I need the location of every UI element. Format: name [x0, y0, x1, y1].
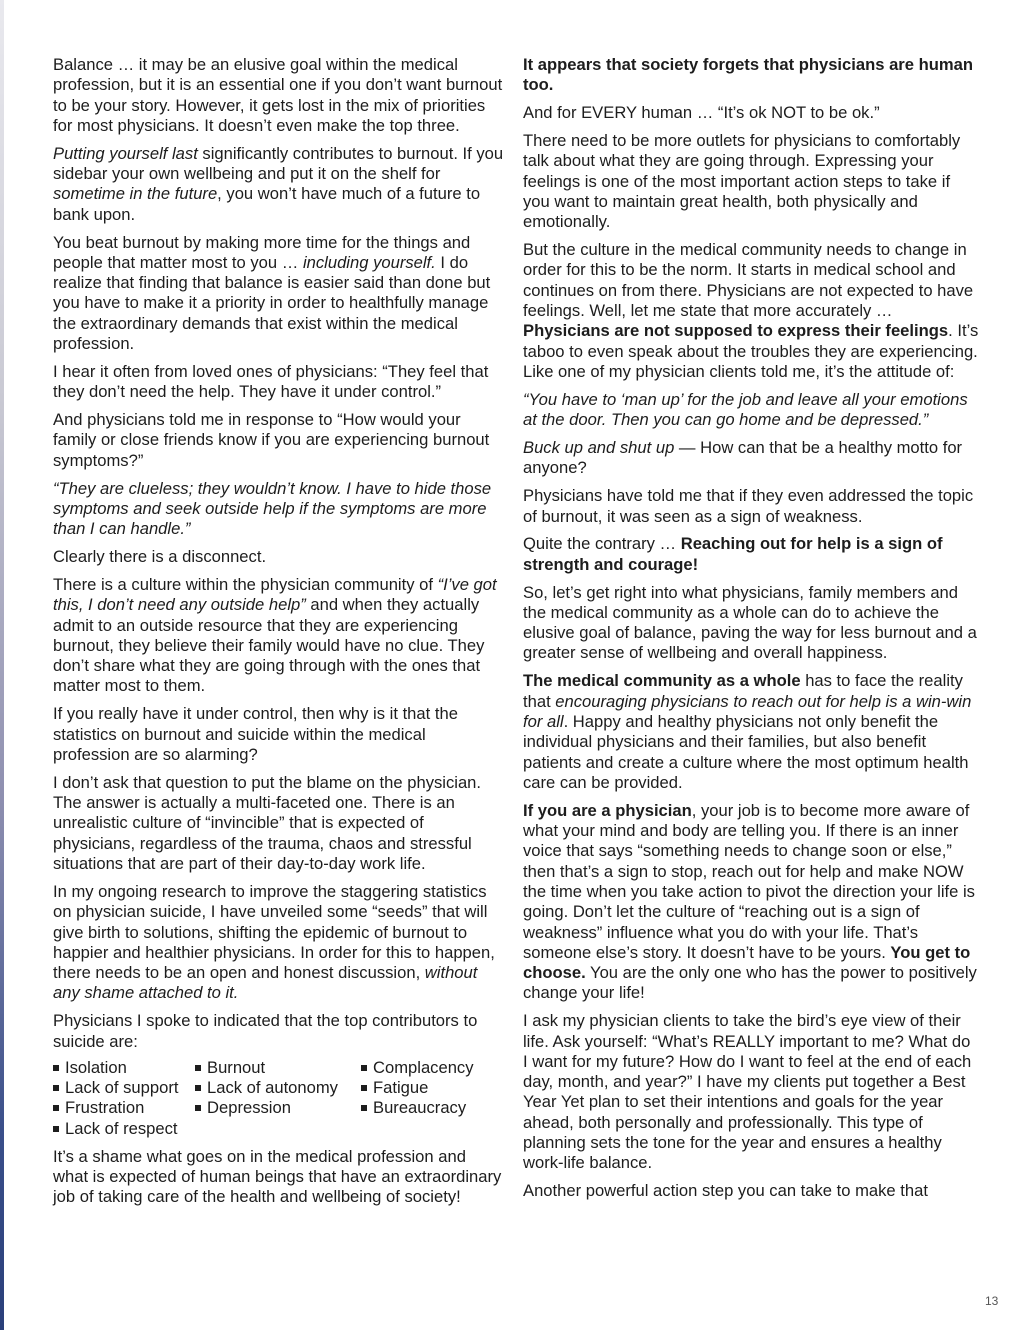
text: . It’s taboo to even speak about the troubles they are experiencing. Like one of my physician clients told me, it’s the attitude of:	[523, 321, 979, 381]
list-item: Burnout	[195, 1058, 361, 1078]
list-item: Fatigue	[361, 1078, 501, 1098]
quote	[53, 479, 505, 540]
paragraph: Balance … it may be an elusive goal within the medical profession, but it is an essential one if you don’t want burnout to be your story. However, it gets lost in the mix of priorities for most physicians. It doesn’t even make the top three.	[53, 55, 503, 135]
paragraph: So, let’s get right into what physicians, family members and the medical community as a whole can do to achieve the elusive goal of balance, paving the way for less burnout and a greater sense of wellbeing and overall happiness.	[523, 582, 977, 663]
list-item: Complacency	[361, 1058, 501, 1078]
emphasis: “I’ve got this, I don’t need any outside help”	[53, 574, 497, 615]
paragraph	[523, 438, 979, 479]
emphasis: sometime in the future	[53, 184, 218, 204]
heading-statement	[523, 55, 979, 96]
emphasis: Putting yourself last	[53, 143, 198, 163]
list-item: Depression	[195, 1098, 361, 1118]
paragraph	[523, 534, 979, 575]
list-item: Bureaucracy	[361, 1098, 501, 1118]
paragraph: Physicians I spoke to indicated that the top contributors to suicide are:	[53, 1011, 478, 1051]
emphasis: “They are clueless; they wouldn’t know. I have to hide those symptoms and seek outside help if the symptoms are more than I can handle.”	[53, 478, 492, 539]
text: I do realize that finding that balance is easier said than done but you have to make it a priority in order to healthfully manage the extraordinary demands that exist within the medical profession.	[53, 252, 491, 354]
text: In my ongoing research to improve the staggering statistics on physician suicide, I have unveiled some “seeds” that will give birth to solutions, shifting the epidemic of burnout to happier and healthier physicians. In order for this to happen, there needs to be an open and honest discussion,	[53, 881, 495, 983]
list-item: Frustration	[53, 1098, 195, 1118]
emphasis: Buck up and shut up	[523, 438, 675, 458]
paragraph: Clearly there is a disconnect.	[53, 547, 267, 567]
paragraph	[523, 240, 979, 382]
paragraph	[523, 801, 979, 1004]
page-edge-strip	[0, 0, 4, 1330]
paragraph	[53, 233, 505, 355]
bold-text: You get to choose.	[523, 942, 971, 983]
bold-text: Reaching out for help is a sign of strength and courage!	[523, 534, 943, 574]
paragraph	[53, 882, 505, 1004]
paragraph	[53, 575, 505, 697]
paragraph: There need to be more outlets for physicians to comfortably talk about what they are going through. Expressing your feelings is one of the most important action steps to take if you want to maintain great health, both physically and emotionally.	[523, 131, 961, 232]
list-item: Lack of support	[53, 1078, 195, 1098]
text: But the culture in the medical community needs to change in order for this to be the norm. It starts in medical school and continues on from there. Physicians are not expected to have feelings. Well, let me state that more accurately …	[523, 240, 974, 321]
paragraph	[523, 671, 979, 793]
paragraph: It’s a shame what goes on in the medical profession and what is expected of human beings that have an extraordinary job of taking care of the health and wellbeing of society!	[53, 1146, 502, 1207]
paragraph: And for EVERY human … “It’s ok NOT to be ok.”	[523, 103, 880, 123]
emphasis: without any shame attached to it.	[53, 963, 478, 1003]
right-column	[523, 55, 979, 1209]
text: has to face the reality that	[523, 671, 963, 711]
paragraph: If you really have it under control, then why is it that the statistics on burnout and suicide within the medical profession are so alarming?	[53, 704, 458, 764]
bold-text: If you are a physician	[523, 800, 692, 820]
text: , your job is to become more aware of what your mind and body are telling you. If there is an inner voice that says “something needs to change soon or else,” then that’s a sign to stop, reach out for help and make NOW the time when you take action to pivot the direction your life is going. Don’t let the culture of “reaching out is a sign of weakness” influence what you do with your life. That’s someone else’s story. It doesn’t have to be yours.	[523, 800, 975, 962]
paragraph: I hear it often from loved ones of physicians: “They feel that they don’t need the help. They have it under control.”	[53, 361, 489, 402]
emphasis: including yourself.	[302, 252, 436, 272]
quote	[523, 390, 979, 431]
text: Quite the contrary …	[523, 534, 681, 554]
bold-text: Physicians are not supposed to express their feelings	[523, 321, 949, 341]
paragraph: I ask my physician clients to take the bird’s eye view of their life. Ask yourself: “What’s REALLY important to me? What do I want for my future? How do I want to feel at the end of each day, month, and year?” I have my clients put together a Best Year Yet plan to set their intentions and goals for the year ahead, both personally and professionally. This type of planning sets the tone for the year and ensures a healthy work-life balance.	[523, 1011, 972, 1173]
paragraph: And physicians told me in response to “How would your family or close friends know if you are experiencing burnout symptoms?”	[53, 410, 490, 470]
text: — How can that be a healthy motto for anyone?	[523, 438, 963, 478]
list-item: Isolation	[53, 1058, 195, 1078]
text: significantly contributes to burnout. If you sidebar your own wellbeing and put it on the shelf for	[53, 143, 504, 184]
text: There is a culture within the physician community of	[53, 574, 438, 594]
text: and when they actually admit to an outside resource that they are experiencing burnout, they believe their family would have no clue. They don’t share what they are going through with the ones that matter most to them.	[53, 595, 485, 696]
emphasis: encouraging physicians to reach out for help is a win-win for all	[523, 691, 972, 731]
text: . Happy and healthy physicians not only benefit the individual physicians and their families, but also benefit patients and create a culture where the most optimum health care can be provided.	[523, 711, 969, 792]
emphasis: “You have to ‘man up’ for the job and leave all your emotions at the door. Then you can go home and be depressed.”	[523, 389, 968, 430]
bold-text: It appears that society forgets that physicians are human too.	[523, 55, 974, 95]
list-item: Lack of autonomy	[195, 1078, 361, 1098]
paragraph	[53, 144, 505, 225]
text: , you won’t have much of a future to bank upon.	[53, 184, 481, 224]
page-number: 13	[985, 1294, 999, 1308]
bold-text: The medical community as a whole	[523, 671, 801, 691]
paragraph: Another powerful action step you can take to make that	[523, 1181, 928, 1201]
text: You are the only one who has the power to positively change your life!	[523, 963, 977, 1003]
paragraph: I don’t ask that question to put the blame on the physician. The answer is actually a multi-faceted one. There is an unrealistic culture of “invincible” that is expected of physicians, regardless of the trauma, chaos and stressful situations that are part of their day-to-day work life.	[53, 772, 482, 874]
contributors-list	[53, 1058, 505, 1139]
list-item: Lack of respect	[53, 1119, 195, 1139]
text: You beat burnout by making more time for the things and people that matter most to you …	[53, 232, 471, 272]
paragraph: Physicians have told me that if they even addressed the topic of burnout, it was seen as a sign of weakness.	[523, 486, 974, 526]
left-column	[53, 55, 505, 1215]
